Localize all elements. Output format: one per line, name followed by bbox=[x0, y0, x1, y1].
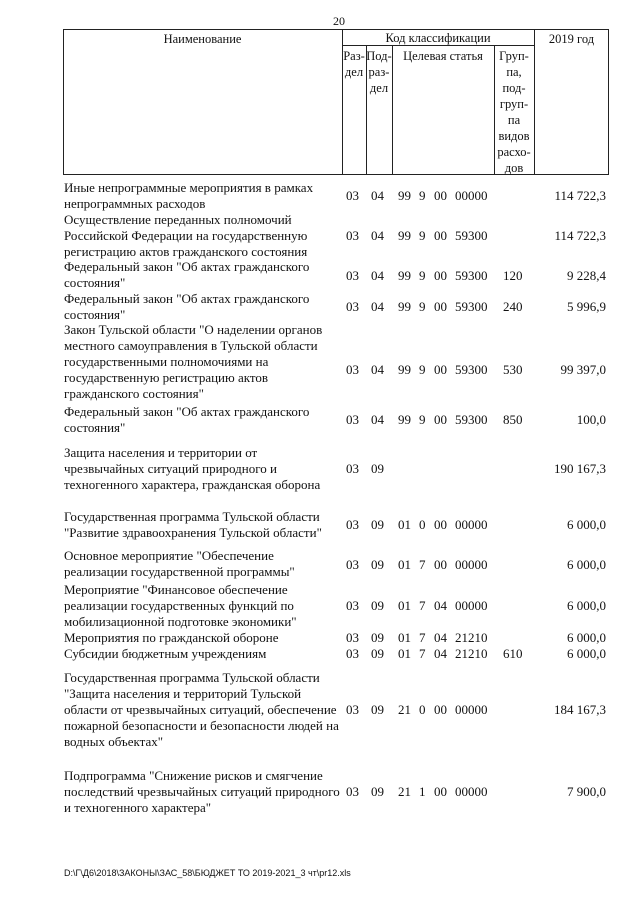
row-name: Защита населения и территории от чрезвычайных ситуаций природного и техногенного характера, гражданская оборона bbox=[64, 445, 321, 492]
row-code-cs3: 00 bbox=[434, 557, 447, 572]
row-name: Федеральный закон "Об актах гражданского состояния" bbox=[64, 404, 310, 435]
row-code-rz: 03 bbox=[346, 362, 359, 377]
row-name: Мероприятие "Финансовое обеспечение реализации государственных функций по мобилизационной подготовке экономики" bbox=[64, 582, 297, 629]
row-code-rz: 03 bbox=[346, 299, 359, 314]
row-code-vr: 240 bbox=[503, 299, 523, 314]
row-code-cs1: 21 bbox=[398, 702, 411, 717]
row-amount: 114 722,3 bbox=[554, 188, 606, 203]
row-name: Мероприятия по гражданской обороне bbox=[64, 630, 279, 645]
row-code-cs4: 00000 bbox=[455, 784, 488, 799]
row-name: Федеральный закон "Об актах гражданского состояния" bbox=[64, 291, 310, 322]
row-code-pr: 09 bbox=[371, 461, 384, 476]
row-code-pr: 09 bbox=[371, 630, 384, 645]
row-code-pr: 04 bbox=[371, 228, 384, 243]
row-code-rz: 03 bbox=[346, 517, 359, 532]
row-code-pr: 04 bbox=[371, 299, 384, 314]
row-code-vr: 850 bbox=[503, 412, 523, 427]
row-code-pr: 09 bbox=[371, 598, 384, 613]
row-amount: 6 000,0 bbox=[567, 646, 606, 661]
row-code-cs2: 9 bbox=[419, 228, 426, 243]
row-code-rz: 03 bbox=[346, 702, 359, 717]
row-code-cs2: 7 bbox=[419, 630, 426, 645]
row-code-cs4: 00000 bbox=[455, 598, 488, 613]
row-code-cs3: 04 bbox=[434, 598, 447, 613]
row-code-pr: 09 bbox=[371, 646, 384, 661]
row-name: Государственная программа Тульской области "Защита населения и территорий Тульской области от чрезвычайных ситуаций, обеспечение пожарной безопасности и безопасности людей на водных объектах" bbox=[64, 670, 339, 749]
row-name: Подпрограмма "Снижение рисков и смягчение последствий чрезвычайных ситуаций природного и техногенного характера" bbox=[64, 768, 340, 815]
header-classification: Код классификации bbox=[385, 31, 491, 45]
row-code-cs1: 01 bbox=[398, 557, 411, 572]
page-number: 20 bbox=[333, 14, 345, 28]
row-code-rz: 03 bbox=[346, 784, 359, 799]
row-name: Субсидии бюджетным учреждениям bbox=[64, 646, 267, 661]
row-code-cs3: 00 bbox=[434, 412, 447, 427]
row-code-cs4: 00000 bbox=[455, 702, 488, 717]
row-code-cs3: 00 bbox=[434, 268, 447, 283]
row-code-vr: 530 bbox=[503, 362, 523, 377]
row-code-cs4: 21210 bbox=[455, 630, 488, 645]
row-code-cs1: 99 bbox=[398, 299, 411, 314]
row-code-cs4: 21210 bbox=[455, 646, 488, 661]
row-code-cs3: 00 bbox=[434, 362, 447, 377]
row-code-rz: 03 bbox=[346, 598, 359, 613]
header-target: Целевая статья bbox=[403, 49, 483, 63]
row-code-pr: 04 bbox=[371, 188, 384, 203]
row-name: Государственная программа Тульской области "Развитие здравоохранения Тульской области" bbox=[64, 509, 322, 540]
row-amount: 190 167,3 bbox=[554, 461, 606, 476]
row-name: Закон Тульской области "О наделении органов местного самоуправления в Тульской области государственными полномочиями на государственную регистрацию актов гражданского состояния" bbox=[64, 322, 323, 401]
row-code-cs2: 7 bbox=[419, 557, 426, 572]
row-code-cs1: 99 bbox=[398, 228, 411, 243]
row-code-cs1: 01 bbox=[398, 630, 411, 645]
row-amount: 6 000,0 bbox=[567, 517, 606, 532]
row-code-vr: 120 bbox=[503, 268, 523, 283]
row-name: Осуществление переданных полномочий Российской Федерации на государственную регистрацию актов гражданского состояния bbox=[64, 212, 308, 259]
header-group: Груп- па, под- груп- па видов расхо- дов bbox=[497, 49, 531, 175]
row-code-cs2: 1 bbox=[419, 784, 426, 799]
row-name: Основное мероприятие "Обеспечение реализации государственной программы" bbox=[64, 548, 295, 579]
row-code-cs3: 04 bbox=[434, 630, 447, 645]
row-code-pr: 04 bbox=[371, 362, 384, 377]
row-code-cs4: 59300 bbox=[455, 412, 488, 427]
header-year: 2019 год bbox=[548, 32, 595, 46]
row-amount: 100,0 bbox=[576, 412, 606, 427]
row-code-cs2: 9 bbox=[419, 362, 426, 377]
row-code-rz: 03 bbox=[346, 557, 359, 572]
row-code-cs4: 59300 bbox=[455, 268, 488, 283]
row-code-cs1: 01 bbox=[398, 517, 411, 532]
row-code-cs3: 00 bbox=[434, 299, 447, 314]
row-amount: 114 722,3 bbox=[554, 228, 606, 243]
row-code-cs3: 00 bbox=[434, 188, 447, 203]
row-code-rz: 03 bbox=[346, 646, 359, 661]
row-amount: 9 228,4 bbox=[567, 268, 606, 283]
row-amount: 5 996,9 bbox=[567, 299, 606, 314]
row-code-cs3: 00 bbox=[434, 228, 447, 243]
row-code-cs1: 01 bbox=[398, 598, 411, 613]
row-code-cs4: 59300 bbox=[455, 299, 488, 314]
row-code-cs4: 00000 bbox=[455, 188, 488, 203]
row-amount: 184 167,3 bbox=[554, 702, 606, 717]
row-code-cs2: 9 bbox=[419, 299, 426, 314]
row-code-cs1: 01 bbox=[398, 646, 411, 661]
row-code-cs2: 7 bbox=[419, 598, 426, 613]
row-code-rz: 03 bbox=[346, 461, 359, 476]
row-amount: 7 900,0 bbox=[567, 784, 606, 799]
row-code-pr: 09 bbox=[371, 784, 384, 799]
row-code-cs3: 00 bbox=[434, 702, 447, 717]
row-code-cs1: 99 bbox=[398, 188, 411, 203]
row-code-pr: 09 bbox=[371, 557, 384, 572]
row-name: Иные непрограммные мероприятия в рамках непрограммных расходов bbox=[64, 180, 314, 211]
row-code-cs3: 04 bbox=[434, 646, 447, 661]
header-name: Наименование bbox=[163, 32, 242, 46]
row-name: Федеральный закон "Об актах гражданского состояния" bbox=[64, 259, 310, 290]
header-divider bbox=[392, 45, 393, 175]
row-code-cs4: 59300 bbox=[455, 228, 488, 243]
file-path-footer: D:\Г\Д6\2018\ЗАКОНЫ\ЗАС_58\БЮДЖЕТ ТО 2019-2021_3 чт\pr12.xls bbox=[64, 868, 351, 878]
row-code-cs3: 00 bbox=[434, 784, 447, 799]
header-subsection: Под- раз- дел bbox=[366, 49, 392, 95]
row-code-rz: 03 bbox=[346, 630, 359, 645]
row-code-cs2: 9 bbox=[419, 412, 426, 427]
header-section: Раз- дел bbox=[343, 49, 365, 79]
row-code-vr: 610 bbox=[503, 646, 523, 661]
row-code-rz: 03 bbox=[346, 412, 359, 427]
row-code-cs2: 9 bbox=[419, 188, 426, 203]
row-code-rz: 03 bbox=[346, 188, 359, 203]
row-code-cs1: 21 bbox=[398, 784, 411, 799]
row-amount: 99 397,0 bbox=[560, 362, 606, 377]
row-code-rz: 03 bbox=[346, 228, 359, 243]
row-code-cs2: 9 bbox=[419, 268, 426, 283]
row-code-cs1: 99 bbox=[398, 268, 411, 283]
row-amount: 6 000,0 bbox=[567, 598, 606, 613]
row-code-cs2: 0 bbox=[419, 702, 426, 717]
header-divider bbox=[534, 29, 535, 175]
row-code-cs2: 0 bbox=[419, 517, 426, 532]
row-code-pr: 04 bbox=[371, 412, 384, 427]
row-code-cs4: 59300 bbox=[455, 362, 488, 377]
row-code-cs2: 7 bbox=[419, 646, 426, 661]
row-code-cs1: 99 bbox=[398, 362, 411, 377]
row-code-pr: 09 bbox=[371, 517, 384, 532]
row-code-cs4: 00000 bbox=[455, 517, 488, 532]
row-code-pr: 04 bbox=[371, 268, 384, 283]
row-code-cs3: 00 bbox=[434, 517, 447, 532]
row-amount: 6 000,0 bbox=[567, 557, 606, 572]
row-code-cs1: 99 bbox=[398, 412, 411, 427]
row-code-rz: 03 bbox=[346, 268, 359, 283]
row-code-pr: 09 bbox=[371, 702, 384, 717]
row-code-cs4: 00000 bbox=[455, 557, 488, 572]
row-amount: 6 000,0 bbox=[567, 630, 606, 645]
